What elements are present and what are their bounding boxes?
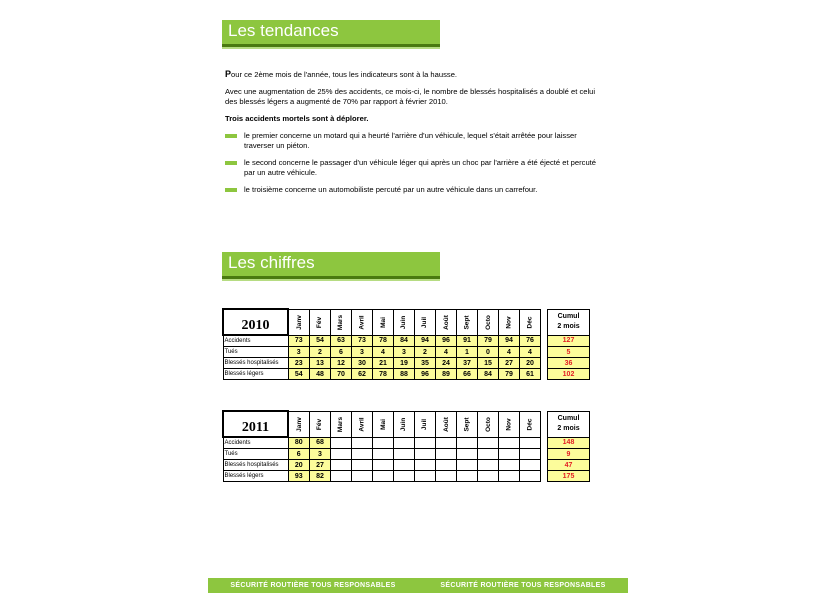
column-gap	[541, 347, 548, 358]
table-cell	[373, 437, 394, 449]
cumul-cell: 36	[548, 358, 590, 369]
row-label: Accidents	[223, 437, 288, 449]
table-cell: 82	[310, 471, 331, 482]
table-cell: 0	[478, 347, 499, 358]
month-header	[394, 411, 415, 437]
table-cell	[499, 460, 520, 471]
table-cell: 62	[352, 369, 373, 380]
row-label: Accidents	[223, 335, 288, 347]
table-cell	[436, 437, 457, 449]
table-cell: 78	[373, 369, 394, 380]
table-cell: 6	[288, 449, 310, 460]
table-cell: 35	[415, 358, 436, 369]
table-cell: 30	[352, 358, 373, 369]
table-cell	[331, 460, 352, 471]
table-cell: 3	[310, 449, 331, 460]
table-cell: 12	[331, 358, 352, 369]
table-cell: 70	[331, 369, 352, 380]
table-cell	[478, 471, 499, 482]
table-row	[223, 347, 590, 358]
month-label: Octo	[484, 314, 492, 330]
table-cell: 54	[310, 335, 331, 347]
month-header	[331, 309, 352, 335]
table-cell	[394, 460, 415, 471]
table-cell: 1	[457, 347, 478, 358]
month-header	[310, 309, 331, 335]
trends-text	[225, 69, 605, 202]
table-cell: 6	[331, 347, 352, 358]
column-gap	[541, 460, 548, 471]
month-header	[331, 411, 352, 437]
table-cell: 73	[352, 335, 373, 347]
figures-header-bar	[222, 252, 440, 276]
column-gap	[541, 369, 548, 380]
trends-header-fade	[222, 47, 440, 49]
footer-banner	[208, 578, 628, 593]
column-gap	[541, 411, 548, 437]
month-header	[415, 309, 436, 335]
table-cell	[457, 460, 478, 471]
month-header	[373, 309, 394, 335]
bullet-item	[225, 158, 605, 178]
table-cell: 4	[436, 347, 457, 358]
bullet-item	[225, 185, 605, 195]
trends-header-bar	[222, 20, 440, 44]
month-label: Mars	[337, 416, 345, 432]
table-row	[223, 471, 590, 482]
cumul-label: Cumul	[557, 313, 580, 320]
stats-paragraph: Avec une augmentation de 25% des accidents, ce mois-ci, le nombre de blessés hospitalisés a doublé et celui des blessés légers a augmenté de 70% par rapport à février 2010.	[225, 87, 596, 106]
month-header	[478, 309, 499, 335]
table-cell	[415, 449, 436, 460]
footer-slogan: SÉCURITÉ ROUTIÈRE TOUS RESPONSABLES	[440, 582, 606, 589]
intro-line: our ce 2ème mois de l'année, tous les indicateurs sont à la hausse.	[231, 70, 458, 79]
table-cell: 4	[499, 347, 520, 358]
row-label: Tués	[223, 347, 288, 358]
row-label: Blessés hospitalisés	[223, 460, 288, 471]
month-header	[352, 411, 373, 437]
table-cell	[415, 460, 436, 471]
cumul-cell: 175	[548, 471, 590, 482]
month-header	[310, 411, 331, 437]
table-cell: 20	[288, 460, 310, 471]
stats-table-2011	[222, 410, 590, 482]
table-cell	[436, 460, 457, 471]
table-cell: 19	[394, 358, 415, 369]
month-label: Mai	[379, 316, 387, 328]
table-cell: 80	[288, 437, 310, 449]
figures-header-fade	[222, 279, 440, 281]
table-row	[223, 460, 590, 471]
table-cell	[331, 471, 352, 482]
month-label: Fév	[316, 418, 324, 430]
month-label: Nov	[505, 417, 513, 431]
table-cell	[373, 449, 394, 460]
table-cell	[352, 437, 373, 449]
table-cell	[394, 449, 415, 460]
month-header	[520, 309, 541, 335]
month-label: Octo	[484, 416, 492, 432]
fatal-heading: Trois accidents mortels sont à déplorer.	[225, 114, 369, 123]
month-label: Sept	[463, 416, 471, 432]
table-cell: 66	[457, 369, 478, 380]
table-cell	[331, 437, 352, 449]
table-cell	[436, 449, 457, 460]
table-row	[223, 358, 590, 369]
table-cell: 79	[499, 369, 520, 380]
cumul-cell: 127	[548, 335, 590, 347]
month-label: Janv	[295, 314, 303, 330]
column-gap	[541, 437, 548, 449]
table-cell	[499, 437, 520, 449]
table-cell: 88	[394, 369, 415, 380]
month-label: Juin	[400, 417, 408, 431]
cumul-cell: 148	[548, 437, 590, 449]
stats-table-2010	[222, 308, 590, 380]
month-label: Juil	[421, 418, 429, 430]
table-cell	[478, 449, 499, 460]
trends-title: Les tendances	[228, 21, 339, 40]
dropcap: P	[225, 69, 232, 79]
month-label: Déc	[526, 418, 534, 430]
table-cell: 94	[415, 335, 436, 347]
cumul-sublabel: 2 mois	[557, 425, 580, 432]
month-label: Avril	[358, 314, 366, 330]
table-cell	[457, 449, 478, 460]
table-cell: 48	[310, 369, 331, 380]
table-cell: 23	[288, 358, 310, 369]
cumul-header	[548, 309, 590, 335]
trends-header	[222, 20, 440, 60]
bullet-marker	[225, 188, 237, 192]
footer-slogan: SÉCURITÉ ROUTIÈRE TOUS RESPONSABLES	[230, 582, 396, 589]
row-label: Tués	[223, 449, 288, 460]
cumul-label: Cumul	[557, 415, 580, 422]
table-cell	[394, 471, 415, 482]
month-header	[520, 411, 541, 437]
month-label: Avril	[358, 416, 366, 432]
cumul-cell: 47	[548, 460, 590, 471]
table-cell: 76	[520, 335, 541, 347]
month-header	[457, 309, 478, 335]
table-cell: 93	[288, 471, 310, 482]
table-cell	[436, 471, 457, 482]
bullet-text: le second concerne le passager d'un véhicule léger qui après un choc par l'arrière a été éjecté et percuté par un autre véhicule.	[244, 158, 597, 177]
table-cell	[520, 449, 541, 460]
table-cell: 27	[499, 358, 520, 369]
table-row	[223, 335, 590, 347]
table-year: 2010	[223, 309, 288, 335]
table-cell: 91	[457, 335, 478, 347]
row-label: Blessés légers	[223, 471, 288, 482]
table-year: 2011	[223, 411, 288, 437]
table-cell	[352, 471, 373, 482]
cumul-header	[548, 411, 590, 437]
month-label: Janv	[295, 416, 303, 432]
bullet-marker	[225, 161, 237, 165]
bullet-marker	[225, 134, 237, 138]
table-cell	[478, 437, 499, 449]
month-label: Fév	[316, 316, 324, 328]
table-cell: 20	[520, 358, 541, 369]
table-cell: 24	[436, 358, 457, 369]
table-cell: 27	[310, 460, 331, 471]
table-cell: 2	[310, 347, 331, 358]
cumul-sublabel: 2 mois	[557, 323, 580, 330]
month-label: Mars	[337, 314, 345, 330]
table-cell: 3	[352, 347, 373, 358]
month-header	[436, 309, 457, 335]
table-cell: 15	[478, 358, 499, 369]
month-label: Déc	[526, 316, 534, 328]
month-header	[394, 309, 415, 335]
table-cell	[394, 437, 415, 449]
table-cell	[499, 449, 520, 460]
table-row	[223, 369, 590, 380]
table-cell: 79	[478, 335, 499, 347]
month-header	[499, 411, 520, 437]
table-row	[223, 449, 590, 460]
table-cell: 96	[415, 369, 436, 380]
table-cell	[478, 460, 499, 471]
table-cell: 13	[310, 358, 331, 369]
month-label: Sept	[463, 314, 471, 330]
cumul-cell: 5	[548, 347, 590, 358]
month-header	[436, 411, 457, 437]
table-cell: 94	[499, 335, 520, 347]
table-cell	[415, 471, 436, 482]
column-gap	[541, 449, 548, 460]
table-cell	[373, 471, 394, 482]
bullet-text: le troisième concerne un automobiliste percuté par un autre véhicule dans un carrefour.	[244, 185, 538, 194]
cumul-cell: 9	[548, 449, 590, 460]
table-cell: 4	[373, 347, 394, 358]
column-gap	[541, 358, 548, 369]
table-cell	[352, 460, 373, 471]
column-gap	[541, 471, 548, 482]
table-cell: 54	[288, 369, 310, 380]
table-cell	[331, 449, 352, 460]
table-cell	[373, 460, 394, 471]
table-cell: 2	[415, 347, 436, 358]
cumul-cell: 102	[548, 369, 590, 380]
table-cell	[499, 471, 520, 482]
table-cell	[520, 460, 541, 471]
month-header	[373, 411, 394, 437]
bullet-text: le premier concerne un motard qui a heurté l'arrière d'un véhicule, lequel s'était arrêtée pour laisser traverser un piéton.	[244, 131, 577, 150]
column-gap	[541, 309, 548, 335]
table-cell: 4	[520, 347, 541, 358]
table-cell	[352, 449, 373, 460]
table-cell	[457, 437, 478, 449]
table-cell: 37	[457, 358, 478, 369]
table-cell: 63	[331, 335, 352, 347]
row-label: Blessés hospitalisés	[223, 358, 288, 369]
month-header	[457, 411, 478, 437]
month-label: Août	[442, 416, 450, 432]
table-cell	[520, 437, 541, 449]
bullet-item	[225, 131, 605, 151]
table-cell: 89	[436, 369, 457, 380]
table-cell	[520, 471, 541, 482]
month-label: Juil	[421, 316, 429, 328]
column-gap	[541, 335, 548, 347]
table-header-row	[223, 411, 590, 437]
table-header-row	[223, 309, 590, 335]
table-cell: 84	[478, 369, 499, 380]
table-cell: 73	[288, 335, 310, 347]
month-label: Juin	[400, 315, 408, 329]
intro-paragraph	[225, 69, 605, 80]
figures-title: Les chiffres	[228, 253, 315, 272]
table-cell: 78	[373, 335, 394, 347]
month-header	[352, 309, 373, 335]
month-header	[415, 411, 436, 437]
figures-header	[222, 252, 440, 292]
table-cell: 21	[373, 358, 394, 369]
month-header	[288, 411, 310, 437]
table-cell	[457, 471, 478, 482]
month-label: Août	[442, 314, 450, 330]
row-label: Blessés légers	[223, 369, 288, 380]
table-cell: 68	[310, 437, 331, 449]
table-cell: 96	[436, 335, 457, 347]
table-cell: 3	[288, 347, 310, 358]
table-row	[223, 437, 590, 449]
month-header	[288, 309, 310, 335]
table-cell: 3	[394, 347, 415, 358]
month-label: Mai	[379, 418, 387, 430]
month-label: Nov	[505, 315, 513, 329]
table-cell: 84	[394, 335, 415, 347]
table-cell: 61	[520, 369, 541, 380]
month-header	[478, 411, 499, 437]
month-header	[499, 309, 520, 335]
table-cell	[415, 437, 436, 449]
